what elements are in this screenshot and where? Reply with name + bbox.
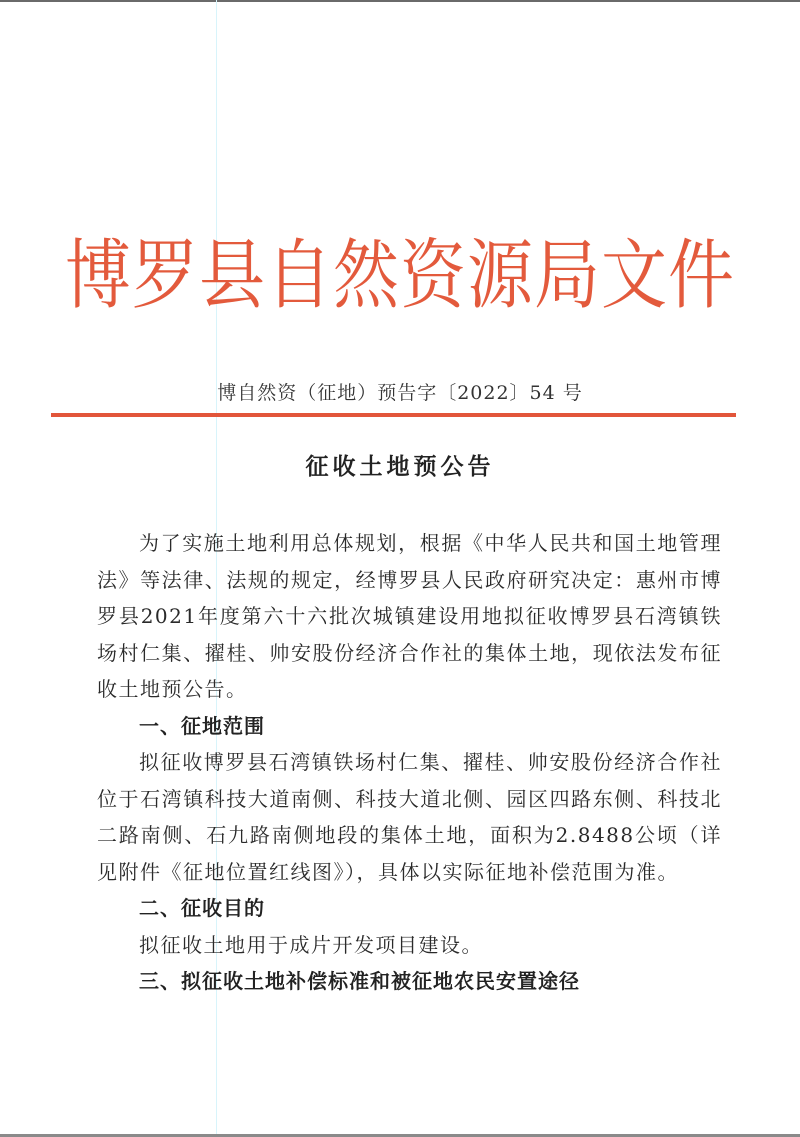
red-divider bbox=[51, 413, 736, 417]
section-heading-compensation: 三、拟征收土地补偿标准和被征地农民安置途径 bbox=[139, 969, 580, 993]
notice-title: 征收土地预公告 bbox=[305, 454, 495, 480]
intro-paragraph: 为了实施土地利用总体规划，根据《中华人民共和国土地管理法》等法律、法规的规定，经博罗县人民政府研究决定：惠州市博罗县2021年度第六十六批次城镇建设用地拟征收博罗县石湾镇铁场村仁集、擢桂、帅安股份经济合作社的集体土地，现依法发布征收土地预公告。 bbox=[97, 531, 722, 701]
scan-top-edge bbox=[0, 0, 800, 2]
section-heading-scope: 一、征地范围 bbox=[139, 713, 265, 738]
document-number: 博自然资（征地）预告字〔2022〕54 号 bbox=[217, 382, 583, 404]
section-body-purpose: 拟征收土地用于成片开发项目建设。 bbox=[139, 932, 483, 957]
notice-body bbox=[97, 525, 722, 1000]
issuer-title: 博罗县自然资源局文件 bbox=[65, 231, 735, 320]
section-body-scope: 拟征收博罗县石湾镇铁场村仁集、擢桂、帅安股份经济合作社位于石湾镇科技大道南侧、科技大道北侧、园区四路东侧、科技北二路南侧、石九路南侧地段的集体土地，面积为2.8488公顷（详见附件《征地位置红线图》），具体以实际征地补偿范围为准。 bbox=[97, 750, 722, 884]
section-heading-purpose: 二、征收目的 bbox=[139, 896, 265, 920]
